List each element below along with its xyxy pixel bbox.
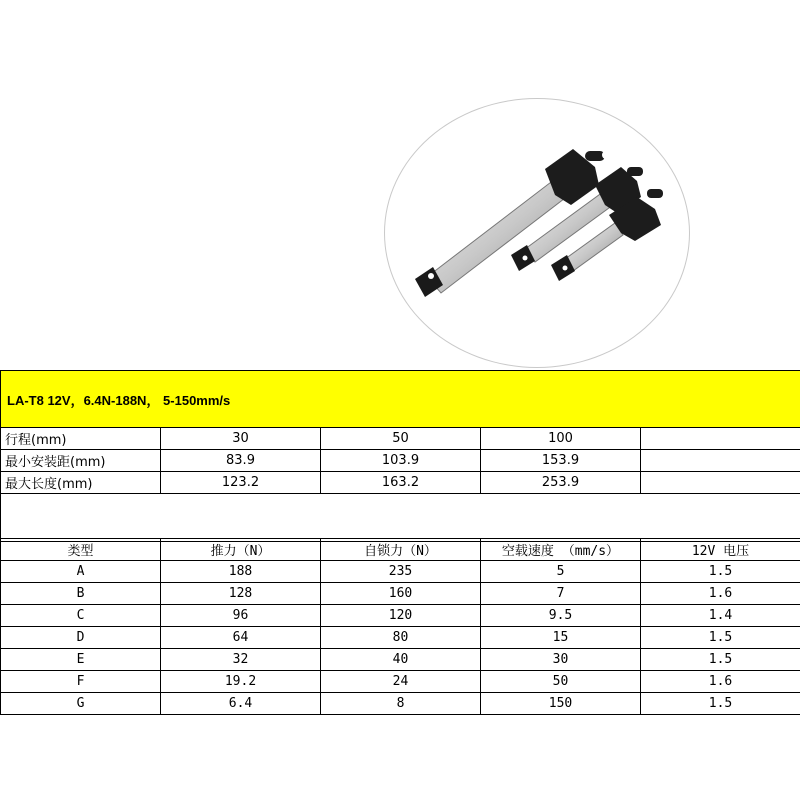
table-row	[1, 583, 800, 605]
cell: 40	[321, 649, 481, 671]
cell: 1.6	[641, 583, 800, 605]
cell: 123.2	[161, 472, 321, 494]
table-row	[1, 693, 800, 715]
cell: 24	[321, 671, 481, 693]
cell: 50	[321, 428, 481, 450]
cell: 80	[321, 627, 481, 649]
row-label: 最小安装距(mm)	[1, 450, 161, 472]
table-row	[1, 627, 800, 649]
cell: 6.4	[161, 693, 321, 715]
header-row	[1, 539, 800, 561]
cell: 32	[161, 649, 321, 671]
linear-actuator-icon	[385, 99, 689, 367]
cell: 150	[481, 693, 641, 715]
header-voltage: 12V 电压	[641, 539, 800, 561]
table-row	[1, 561, 800, 583]
header-thrust: 推力（N）	[161, 539, 321, 561]
cell: 1.5	[641, 649, 800, 671]
cell: E	[1, 649, 161, 671]
cell: 160	[321, 583, 481, 605]
table-row	[1, 671, 800, 693]
cell: 188	[161, 561, 321, 583]
header-type: 类型	[1, 539, 161, 561]
product-photo	[384, 98, 690, 368]
cell: 50	[481, 671, 641, 693]
cell: 1.5	[641, 693, 800, 715]
cell: 253.9	[481, 472, 641, 494]
cell	[641, 472, 800, 494]
cell: 64	[161, 627, 321, 649]
cell	[641, 450, 800, 472]
cell: 15	[481, 627, 641, 649]
cell: B	[1, 583, 161, 605]
cell: 30	[161, 428, 321, 450]
cell: 1.5	[641, 561, 800, 583]
spec-row-max-length	[1, 472, 800, 494]
cell: C	[1, 605, 161, 627]
performance-table	[0, 538, 800, 715]
table-row	[1, 649, 800, 671]
cell: G	[1, 693, 161, 715]
table-row	[1, 605, 800, 627]
cell: 9.5	[481, 605, 641, 627]
header-speed: 空载速度 （mm/s）	[481, 539, 641, 561]
cell: 128	[161, 583, 321, 605]
cell: A	[1, 561, 161, 583]
cell: 96	[161, 605, 321, 627]
cell: 163.2	[321, 472, 481, 494]
cell: 100	[481, 428, 641, 450]
cell: 120	[321, 605, 481, 627]
cell: 1.6	[641, 671, 800, 693]
cell: 103.9	[321, 450, 481, 472]
cell: 8	[321, 693, 481, 715]
cell: D	[1, 627, 161, 649]
cell	[641, 428, 800, 450]
cell: 1.4	[641, 605, 800, 627]
spacer-row	[1, 494, 800, 542]
spec-row-min-install	[1, 450, 800, 472]
spec-row-stroke	[1, 428, 800, 450]
cell: 235	[321, 561, 481, 583]
cell: 1.5	[641, 627, 800, 649]
row-label: 行程(mm)	[1, 428, 161, 450]
cell: 153.9	[481, 450, 641, 472]
cell: 7	[481, 583, 641, 605]
cell: F	[1, 671, 161, 693]
cell: 30	[481, 649, 641, 671]
spec-title: LA-T8 12V，6.4N-188N， 5-150mm/s	[1, 371, 800, 428]
row-label: 最大长度(mm)	[1, 472, 161, 494]
cell: 5	[481, 561, 641, 583]
cell: 19.2	[161, 671, 321, 693]
spec-table	[0, 370, 800, 542]
header-self-lock: 自锁力（N）	[321, 539, 481, 561]
cell: 83.9	[161, 450, 321, 472]
